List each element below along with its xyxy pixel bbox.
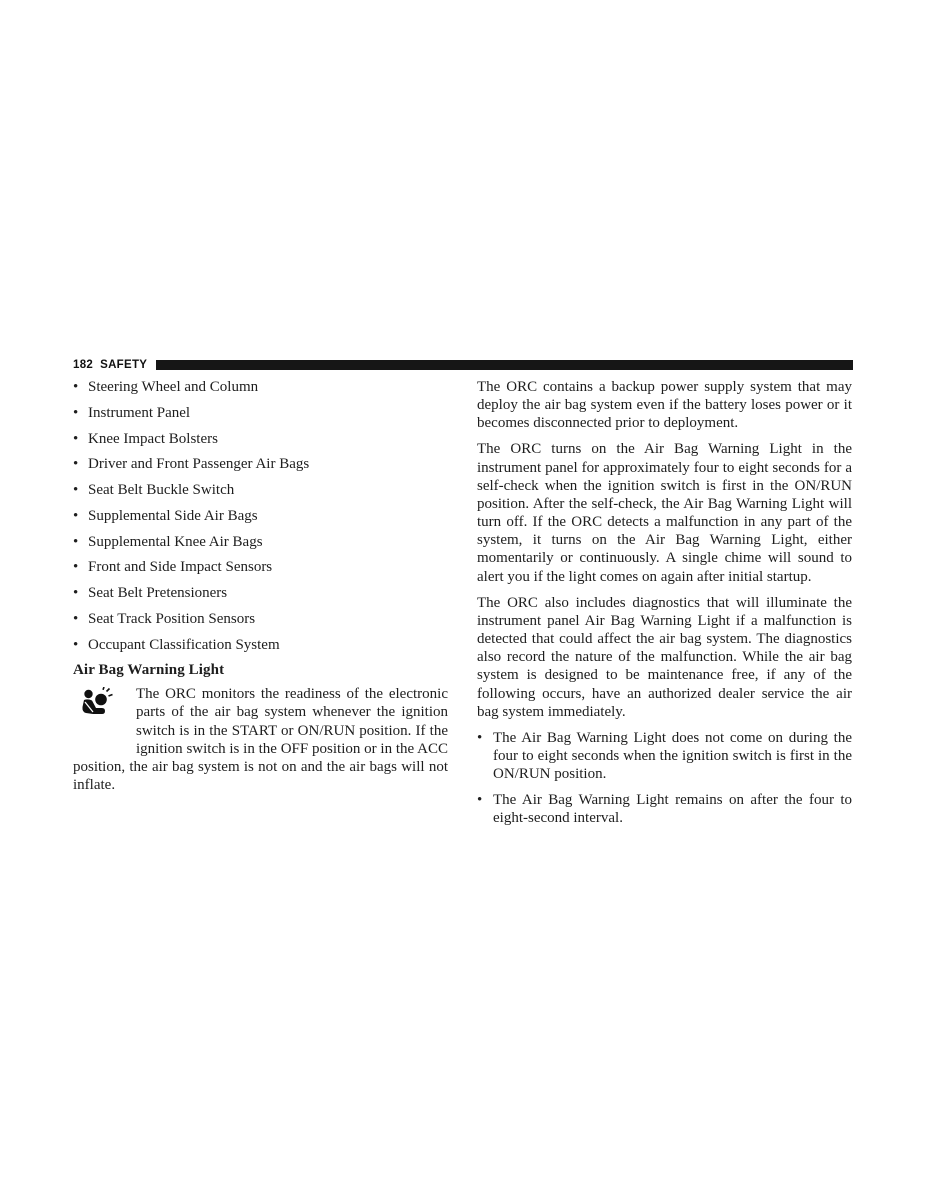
list-item: • Knee Impact Bolsters	[73, 430, 218, 447]
backup-power-paragraph: The ORC contains a backup power supply system that may deploy the air bag system even if the battery loses power or it becomes disconnected prior to deployment.	[477, 379, 852, 432]
list-item: • The Air Bag Warning Light remains on after the four to eight-second interval.	[477, 792, 852, 827]
list-item: • Seat Belt Pretensioners	[73, 585, 228, 601]
section-subheading: Air Bag Warning Light	[73, 662, 225, 679]
list-item: • Steering Wheel and Column	[73, 379, 259, 395]
service-conditions-list	[477, 729, 852, 828]
list-item: • The Air Bag Warning Light does not come on during the four to eight seconds when the ignition switch is first in the ON/RUN position.	[477, 729, 852, 783]
section-title: SAFETY	[100, 359, 148, 371]
list-item: • Seat Belt Buckle Switch	[73, 482, 235, 498]
airbag-warning-icon	[73, 687, 119, 741]
right-column	[477, 378, 852, 836]
list-item: • Occupant Classification System	[73, 636, 280, 653]
list-item: • Supplemental Knee Air Bags	[73, 533, 263, 550]
diagnostics-paragraph: The ORC also includes diagnostics that will illuminate the instrument panel Air Bag Warning Light if a malfunction is detected that could affect the air bag system. The diagnostics also record the nature of the malfunction. While the air bag system is designed to be maintenance free, if any of the following occurs, have an authorized dealer service the air bag system immediately.	[477, 594, 852, 720]
self-check-paragraph: The ORC turns on the Air Bag Warning Light in the instrument panel for approximately four to eight seconds for a self-check when the ignition switch is first in the ON/RUN position. After the self-check, the Air Bag Warning Light will turn off. If the ORC detects a malfunction in any part of the system, it turns on the Air Bag Warning Light, either momentarily or continuously. A single chime will sound to alert you if the light comes on again after initial startup.	[477, 441, 852, 585]
warning-light-paragraph: The ORC monitors the readiness of the electronic parts of the air bag system whenever the ignition switch is in the START or ON/RUN position. If the ignition switch is in the OFF position or in the ACC position, the air bag system is not on and the air bags will not inflate.	[73, 686, 448, 794]
header-rule	[156, 360, 853, 370]
list-item: • Seat Track Position Sensors	[73, 610, 256, 627]
left-column	[73, 378, 448, 794]
list-item: • Driver and Front Passenger Air Bags	[73, 456, 310, 473]
list-item: • Supplemental Side Air Bags	[73, 507, 258, 524]
list-item: • Front and Side Impact Sensors	[73, 559, 273, 576]
list-item: • Instrument Panel	[73, 404, 191, 421]
component-list	[73, 378, 448, 655]
page-number: 182	[73, 359, 94, 371]
page-header	[73, 358, 853, 372]
